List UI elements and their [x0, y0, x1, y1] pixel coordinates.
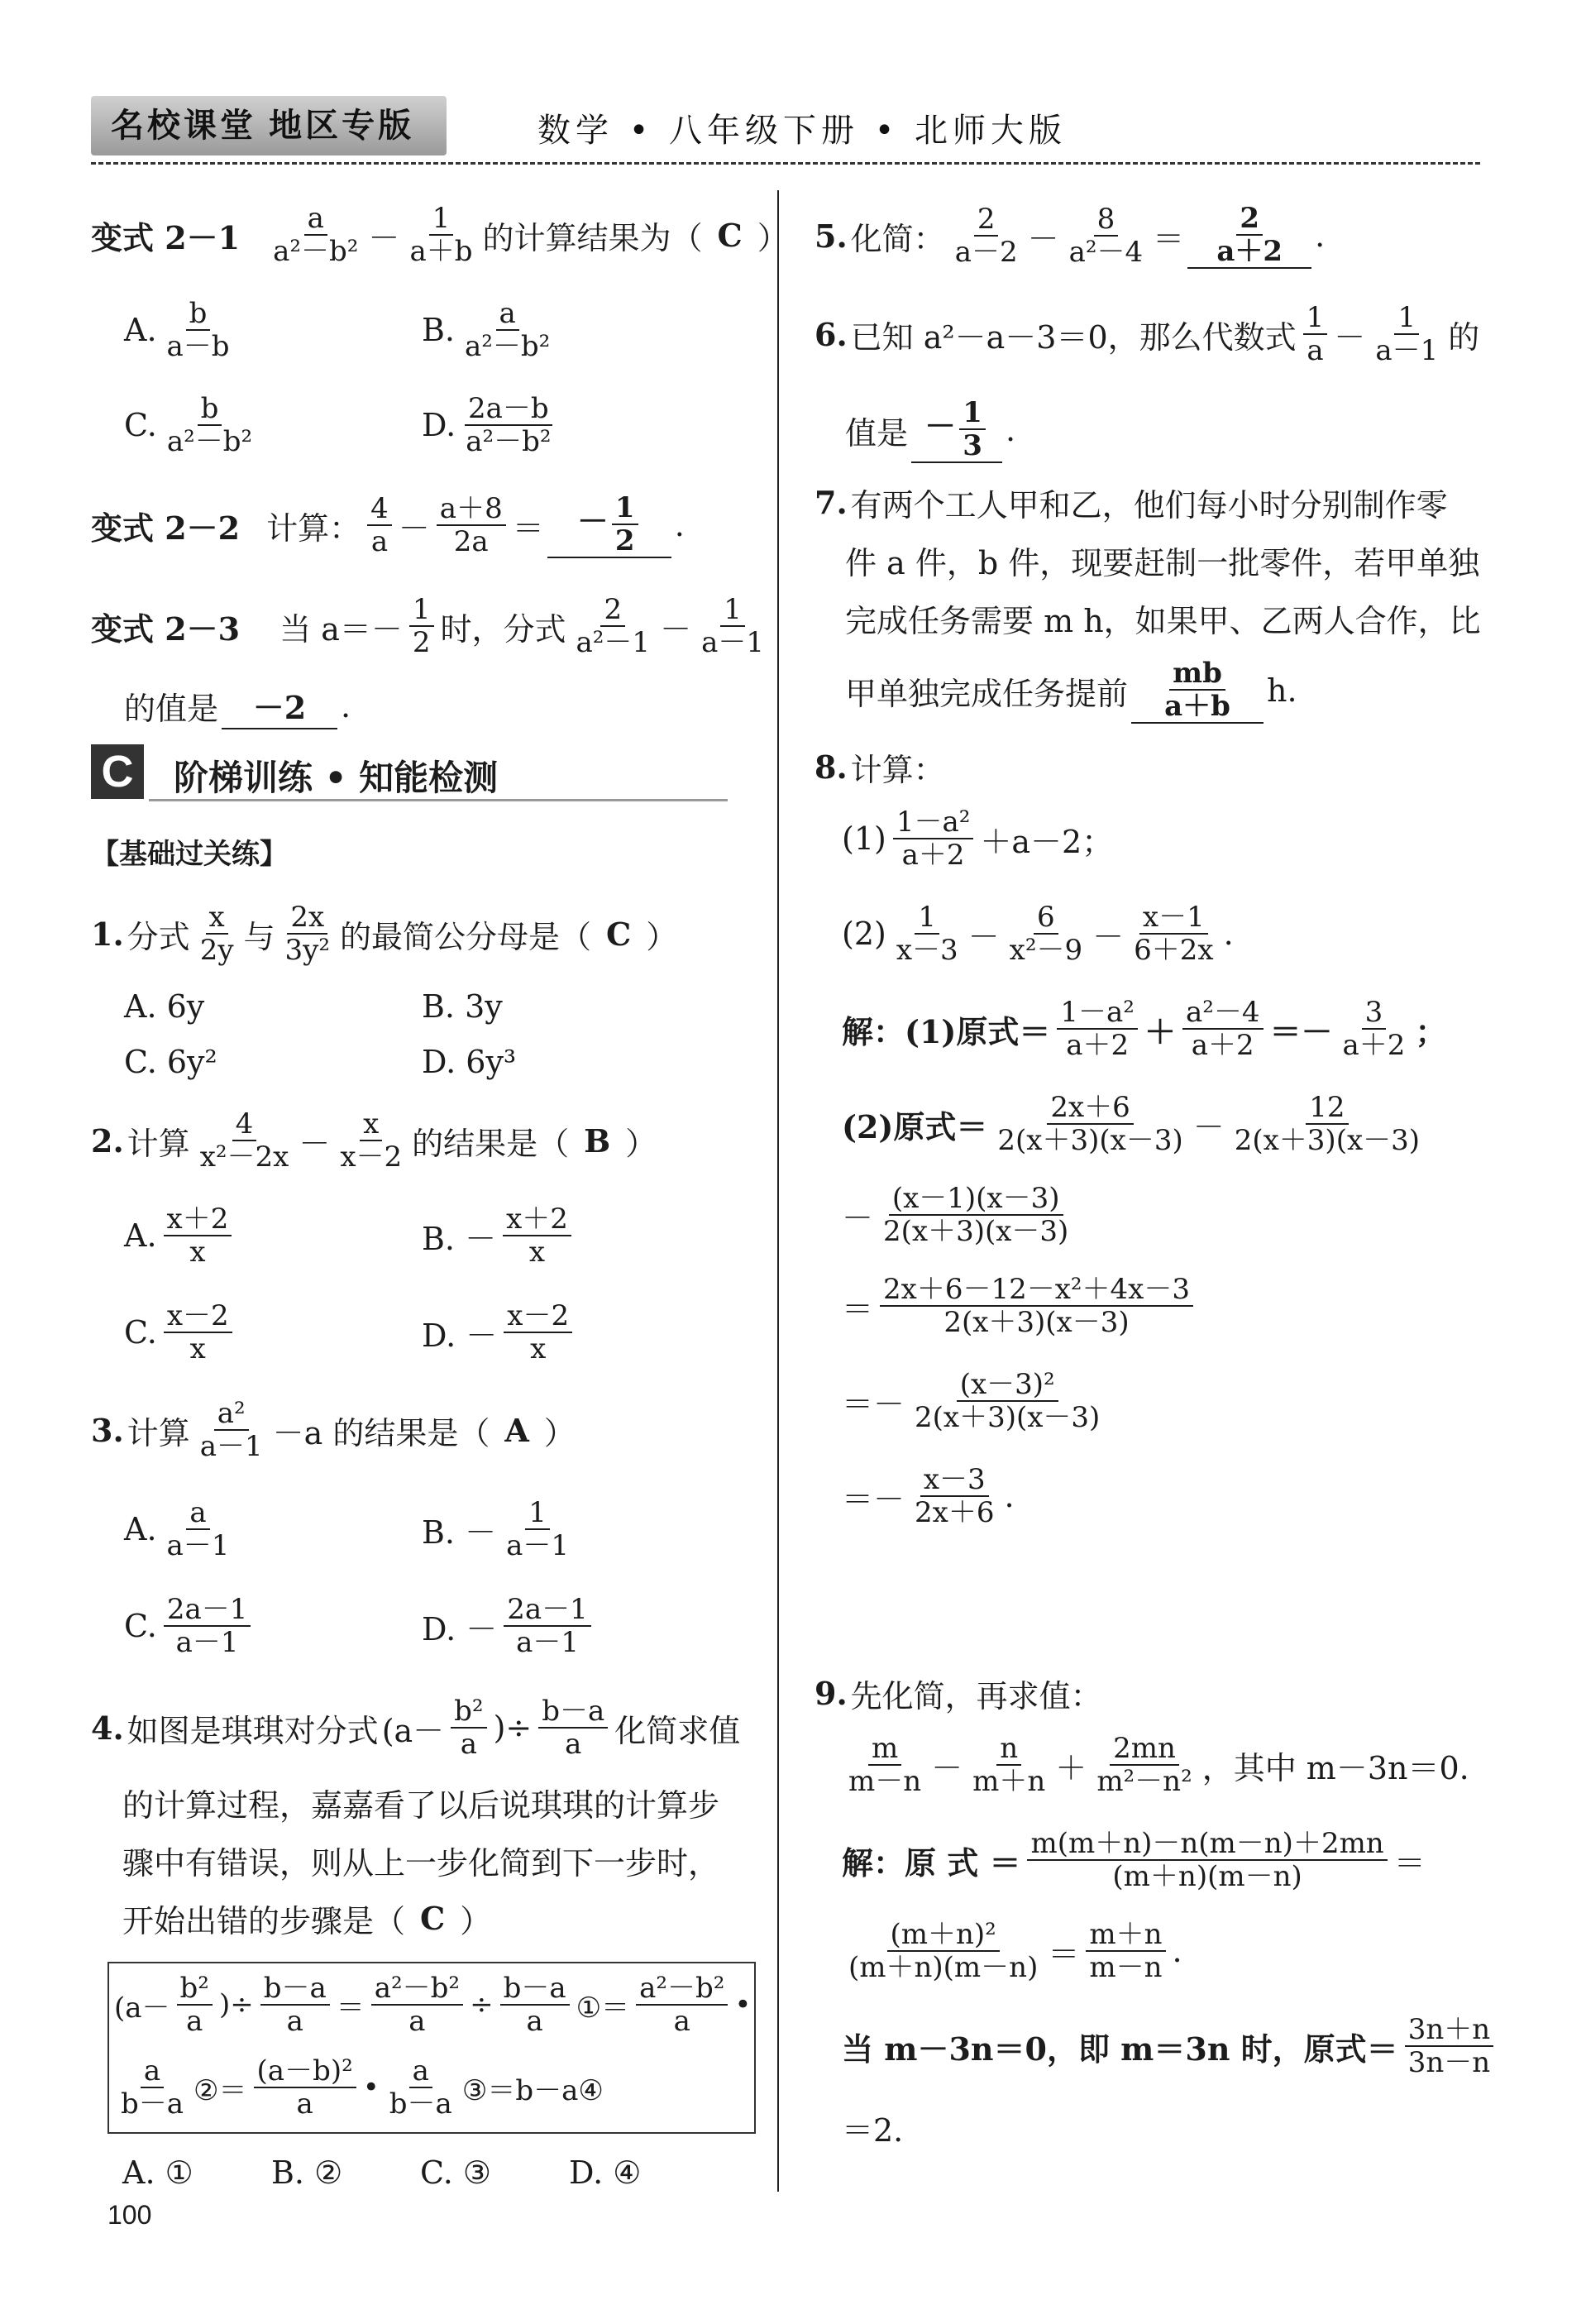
option-b: B. － $\frac{1}{a-1}$ — [422, 1496, 569, 1563]
option-b: B. 3y — [422, 988, 503, 1025]
question-number: 5. — [814, 217, 848, 255]
q8-part-2: (2) $\frac{1}{x-3}$ － $\frac{6}{\text{x²－9}}$ － $\frac{x-1}{6+2x}$ . — [842, 901, 1234, 968]
question-text: 的计算过程，嘉嘉看了以后说琪琪的计算步 — [122, 1787, 720, 1824]
q8-step: ＝－ $\frac{\text{(x－3)²}}{2(x+3)(x-3)}$ — [842, 1368, 1101, 1435]
page-header — [91, 91, 1480, 165]
answer-blank: － $\frac{1}{2}$ — [547, 492, 671, 558]
question-number: 3. — [91, 1411, 124, 1449]
question-text: 开始出错的步骤是（ C ） — [122, 1900, 492, 1939]
question-9: 9. 先化简，再求值： — [814, 1675, 1102, 1714]
calc-line-2: $\frac{a}{b-a}$ ②＝ $\frac{\text{(a－b)²}}{a}$ • $\frac{a}{b-a}$ ③＝b－a④ — [121, 2054, 604, 2121]
q8-step: ＝－ $\frac{x-3}{2x+6}$ . — [842, 1463, 1015, 1530]
option-b: B. － $\frac{x+2}{x}$ — [422, 1203, 575, 1268]
question-number: 4. — [91, 1709, 124, 1747]
section-c-header — [91, 744, 728, 804]
answer-blank: $\frac{mb}{a+b}$ — [1131, 658, 1264, 724]
section-underline — [149, 799, 728, 801]
q8-step: ＝ $\frac{\text{2x＋6－12－x²＋4x－3}}{2(x+3)(x-3)}$ — [842, 1274, 1197, 1338]
option-b: B. ② — [271, 2154, 343, 2191]
question-text: 完成任务需要 m h，如果甲、乙两人合作，比 — [845, 603, 1481, 639]
q9-solution-2: $\frac{\text{(m＋n)²}}{(m+n)(m-n)}$ ＝ $\frac{m+n}{m-n}$ . — [848, 1918, 1182, 1985]
header-brand: 名校课堂 地区专版 — [91, 96, 447, 155]
question-number: 9. — [814, 1675, 848, 1712]
question-number: 8. — [814, 748, 848, 786]
header-divider — [91, 162, 1480, 165]
option-c: C. ③ — [420, 2154, 491, 2191]
question-5: 5. 化简： $\frac{2}{a-2}$ － $\frac{8}{\text{a²－4}}$ ＝ $\frac{2}{a+2}$ . — [814, 202, 1326, 270]
question-number: 6. — [814, 315, 848, 353]
variant-2-3: 变式 2－3 当 a＝－ $\frac{1}{2}$ 时，分式 $\frac{2}{\text{a²－1}}$ － $\frac{1}{a-1}$ — [91, 593, 764, 660]
option-a: A. $\frac{a}{a-1}$ — [124, 1496, 230, 1563]
question-2: 2. 计算 $\frac{4}{\text{x²－2x}}$ － $\frac{x}{x-2}$ 的结果是（ B ） — [91, 1107, 657, 1174]
paren: ） — [757, 219, 789, 256]
q9-solution-3: 当 m－3n＝0，即 m＝3n 时，原式＝ $\frac{3n+n}{3n-n}$ — [842, 2014, 1497, 2078]
subsection-basic: 【基础过关练】 — [91, 838, 288, 871]
question-text: 的计算结果为（ — [482, 219, 703, 256]
operator: － — [368, 219, 400, 256]
variant-2-2: 变式 2－2 计算： $\frac{4}{a}$ － $\frac{a+8}{2a}$ ＝ － $\frac{1}{2}$ . — [91, 491, 685, 559]
variant-label: 变式 2－1 — [91, 218, 241, 256]
q9-expression: $\frac{m}{m-n}$ － $\frac{n}{m+n}$ ＋ $\frac{2mn}{\text{m²－n²}}$ ，其中 m－3n＝0. — [848, 1732, 1469, 1799]
section-title: 阶梯训练 • 知能检测 — [174, 758, 499, 798]
question-7: 7. 有两个工人甲和乙，他们每小时分别制作零 — [814, 484, 1448, 524]
fraction: $\frac{1}{a+b}$ — [409, 202, 473, 269]
section-letter: C — [91, 744, 144, 799]
q8-solution-1: 解：(1)原式＝ $\frac{\text{1－a²}}{a+2}$ ＋ $\frac{\text{a²－4}}{a+2}$ ＝－ $\frac{3}{a+2}$ ； — [842, 996, 1447, 1063]
option-a: A. ① — [122, 2154, 193, 2191]
option-d: D. 6y³ — [422, 1044, 517, 1080]
question-1: 1. 分式 $\frac{x}{2y}$ 与 $\frac{2x}{\text{3y²}}$ 的最简公分母是（ C ） — [91, 901, 678, 968]
answer: A — [504, 1411, 529, 1449]
q8-part-1: (1) $\frac{\text{1－a²}}{a+2}$ ＋a－2； — [842, 806, 1114, 873]
answer: C — [420, 1900, 446, 1937]
question-number: 2. — [91, 1121, 124, 1160]
column-divider — [777, 190, 779, 2192]
variant-2-3-answer: 的值是 －2 . — [124, 682, 351, 729]
question-8: 8. 计算： — [814, 748, 945, 788]
question-3: 3. 计算 $\frac{\text{a²}}{a-1}$ －a 的结果是（ A ） — [91, 1397, 576, 1464]
question-text: 件 a 件，b 件，现要赶制一批零件，若甲单独 — [845, 545, 1480, 581]
fraction: $\frac{a}{\text{a²－b²}}$ — [273, 202, 359, 269]
question-6: 6. 已知 a²－a－3＝0，那么代数式 $\frac{1}{a}$ － $\frac{1}{a-1}$ 的 — [814, 301, 1480, 368]
q8-step: － $\frac{(x-1)(x-3)}{2(x+3)(x-3)}$ — [842, 1182, 1069, 1249]
header-subject: 数学 • 八年级下册 • 北师大版 — [537, 112, 1068, 150]
page-number: 100 — [107, 2200, 152, 2230]
question-6-answer: 值是 － $\frac{1}{3}$ . — [845, 396, 1016, 463]
q9-solution-1: 解：原 式 ＝ $\frac{m(m+n)-n(m-n)+2mn}{(m+n)(m-n)}$ ＝ — [842, 1827, 1426, 1894]
option-c: C. 6y² — [124, 1044, 217, 1080]
answer: B — [584, 1121, 611, 1160]
option-c: C. $\frac{x-2}{x}$ — [124, 1300, 236, 1365]
answer-blank: $\frac{2}{a+2}$ — [1187, 203, 1311, 269]
calc-line-1: (a－ $\frac{\text{b²}}{a}$ )÷ $\frac{b-a}{a}$ ＝ $\frac{\text{a²－b²}}{a}$ ÷ $\frac{b-a}{a}$ ①＝ $\frac{\text{a²－b²}}{a}$ • — [114, 1972, 752, 2039]
answer-blank: － $\frac{1}{3}$ — [911, 397, 1002, 463]
variant-2-1 — [91, 203, 789, 267]
option-c: C. $\frac{2a-1}{a-1}$ — [124, 1594, 254, 1658]
question-4: 4. 如图是琪琪对分式 (a－ $\frac{\text{b²}}{a}$ )÷ $\frac{b-a}{a}$ 化简求值 — [91, 1695, 741, 1762]
question-text: 骤中有错误，则从上一步化简到下一步时， — [122, 1845, 720, 1882]
question-text: 计算： — [266, 509, 361, 547]
option-a: A. $\frac{x+2}{x}$ — [124, 1203, 235, 1268]
question-number: 1. — [91, 915, 124, 953]
option-b: B. $\frac{a}{\text{a²－b²}}$ — [422, 297, 551, 364]
question-number: 7. — [814, 484, 848, 521]
option-d: D. $\frac{2a-b}{\text{a²－b²}}$ — [422, 392, 552, 459]
option-c: C. $\frac{b}{\text{a²－b²}}$ — [124, 392, 253, 459]
q8-solution-2: (2)原式＝ $\frac{2x+6}{2(x+3)(x-3)}$ － $\frac{12}{2(x+3)(x-3)}$ — [842, 1091, 1421, 1158]
option-d: D. ④ — [569, 2154, 642, 2191]
variant-label: 变式 2－3 — [91, 610, 241, 648]
answer: C — [606, 915, 632, 953]
option-a: A. 6y — [124, 988, 205, 1025]
option-d: D. － $\frac{2a-1}{a-1}$ — [422, 1594, 595, 1658]
answer: C — [717, 216, 743, 254]
question-7-answer: 甲单独完成任务提前 $\frac{mb}{a+b}$ h. — [845, 657, 1297, 724]
answer-blank: －2 — [222, 682, 337, 729]
option-a: A. $\frac{b}{a-b}$ — [124, 297, 230, 364]
q9-result: ＝2. — [842, 2112, 904, 2149]
option-d: D. － $\frac{x-2}{x}$ — [422, 1300, 576, 1365]
variant-label: 变式 2－2 — [91, 509, 241, 547]
